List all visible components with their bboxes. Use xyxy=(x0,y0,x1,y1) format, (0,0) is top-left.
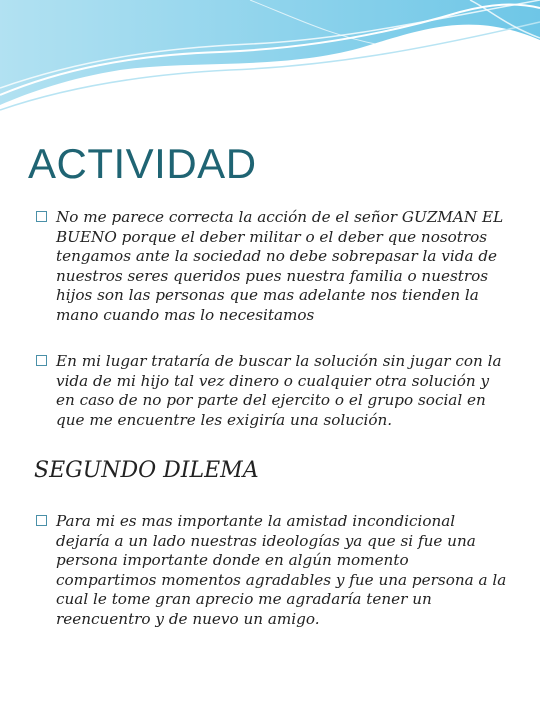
paragraph-1 xyxy=(36,208,508,326)
paragraph-text: En mi lugar trataría de buscar la solución sin jugar con la vida de mi hijo tal vez dinero o cualquier otra solución y en caso de no por parte del ejercito o el grupo social en que me encuentre les exigiría una solución. xyxy=(56,352,502,429)
paragraph-3 xyxy=(36,512,508,630)
paragraph-text: No me parece correcta la acción de el señor GUZMAN EL BUENO porque el deber militar o el deber que nosotros tengamos ante la sociedad no debe sobrepasar la vida de nuestros seres queridos pues nuestra familia o nuestros hijos son las personas que mas adelante nos tienden la mano cuando mas lo necesitamos xyxy=(56,208,504,324)
square-bullet-icon xyxy=(36,515,47,526)
header-wave-decoration xyxy=(0,0,540,120)
page-title: ACTIVIDAD xyxy=(28,140,257,187)
section-subheading: SEGUNDO DILEMA xyxy=(34,458,259,483)
paragraph-text: Para mi es mas importante la amistad incondicional dejaría a un lado nuestras ideologías ya que si fue una persona importante donde en algún momento compartimos momentos agradables y fue una persona a la cual le tome gran aprecio me agradaría tener un reencuentro y de nuevo un amigo. xyxy=(56,512,507,628)
square-bullet-icon xyxy=(36,211,47,222)
square-bullet-icon xyxy=(36,355,47,366)
paragraph-2 xyxy=(36,352,508,430)
